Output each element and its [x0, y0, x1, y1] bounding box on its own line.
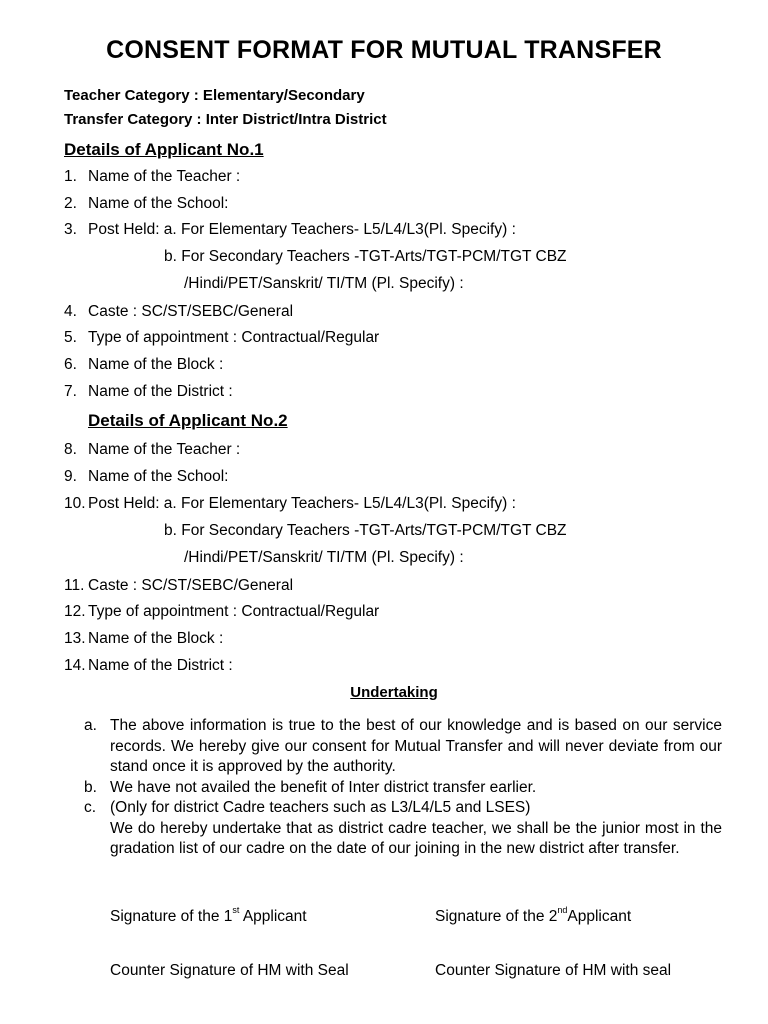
undertaking-heading: Undertaking — [350, 684, 438, 701]
list-item: 1. Name of the Teacher : — [64, 168, 241, 185]
teacher-category: Teacher Category : Elementary/Secondary — [64, 87, 365, 104]
list-item: c. (Only for district Cadre teachers such as L3/L4/L5 and LSES) — [84, 799, 531, 816]
transfer-category: Transfer Category : Inter District/Intra District — [64, 111, 387, 128]
signature-applicant-2: Signature of the 2ndApplicant — [435, 905, 632, 925]
list-item: 7. Name of the District : — [64, 383, 233, 400]
list-item: 2. Name of the School: — [64, 195, 229, 212]
list-item: 12. Type of appointment : Contractual/Regular — [64, 603, 380, 620]
post-b-line1: b. For Secondary Teachers -TGT-Arts/TGT-PCM/TGT CBZ — [164, 522, 567, 539]
list-item: 4. Caste : SC/ST/SEBC/General — [64, 303, 294, 320]
list-item: b. We have not availed the benefit of Inter district transfer earlier. — [84, 778, 537, 796]
list-item: 5. Type of appointment : Contractual/Regular — [64, 329, 380, 346]
list-item: 9. Name of the School: — [64, 468, 229, 485]
applicant2-heading: Details of Applicant No.2 — [88, 411, 288, 430]
page-title: CONSENT FORMAT FOR MUTUAL TRANSFER — [106, 36, 662, 64]
counter-signature-2: Counter Signature of HM with seal — [435, 962, 672, 979]
undertaking-list — [84, 716, 722, 860]
post-b-line2: /Hindi/PET/Sanskrit/ TI/TM (Pl. Specify) : — [184, 275, 464, 292]
post-b-line2: /Hindi/PET/Sanskrit/ TI/TM (Pl. Specify) : — [184, 549, 464, 566]
list-item: 13. Name of the Block : — [64, 630, 224, 647]
undertaking-c-continuation: We do hereby undertake that as district cadre teacher, we shall be the junior most in the gradation list of our cadre on the date of our joining in the new district after transfer. — [110, 819, 722, 857]
list-item: 10. Post Held: a. For Elementary Teachers- L5/L4/L3(Pl. Specify) : — [64, 495, 516, 512]
signature-applicant-1: Signature of the 1st Applicant — [110, 905, 307, 925]
list-item: 6. Name of the Block : — [64, 356, 224, 373]
counter-signature-1: Counter Signature of HM with Seal — [110, 962, 349, 979]
list-item: a. The above information is true to the best of our knowledge and is based on our service records. We hereby give our consent for Mutual Transfer and will never deviate from our stand once it is approved by the authority. — [84, 717, 722, 775]
applicant1-heading: Details of Applicant No.1 — [64, 140, 264, 159]
list-item: 11. Caste : SC/ST/SEBC/General — [64, 577, 294, 594]
list-item: 8. Name of the Teacher : — [64, 441, 241, 458]
list-item: 14. Name of the District : — [64, 657, 233, 674]
post-b-line1: b. For Secondary Teachers -TGT-Arts/TGT-PCM/TGT CBZ — [164, 248, 567, 265]
list-item: 3. Post Held: a. For Elementary Teachers- L5/L4/L3(Pl. Specify) : — [64, 221, 516, 238]
